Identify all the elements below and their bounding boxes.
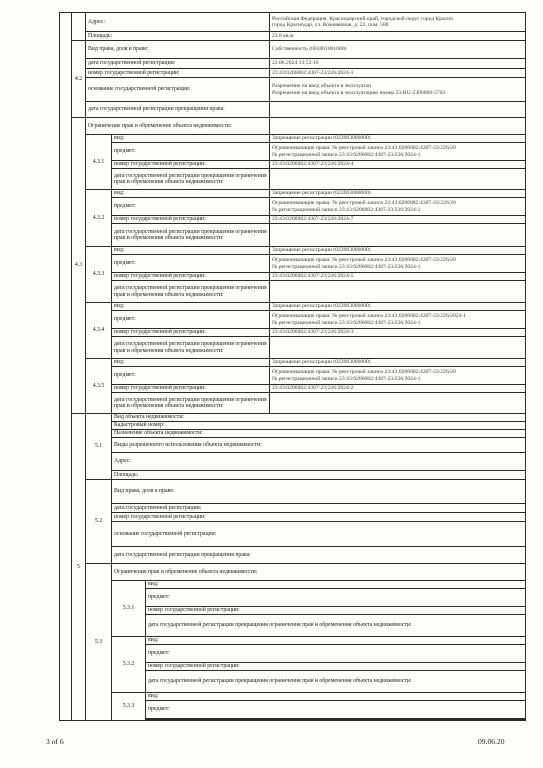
value-enc-subject-2-line1: Ограничивающие права: № реестровой записи 23:43:0206082:4307-23/226/20 xyxy=(272,200,456,207)
label-enc-end-date: дата государственной регистрации прекращения ограничения прав и обременения объекта недвижимости: xyxy=(112,337,270,359)
value-enc-subject-3 xyxy=(270,255,526,273)
label-encumbrances: Ограничение прав и обременение объекта недвижимости: xyxy=(112,564,526,581)
label-enc-end-date: дата государственной регистрации прекращения ограничения прав и обременения объекта недвижимости: xyxy=(146,615,526,637)
row-area-a xyxy=(60,32,526,41)
label-right-end-date: дата государственной регистрации прекращения права: xyxy=(86,102,270,118)
num-5-3-1: 5.3.1 xyxy=(112,581,146,637)
value-enc-kind-2: Запрещение регистрации (022003000000) xyxy=(270,190,526,198)
row-enc-kind-3 xyxy=(60,247,526,255)
label-cadastral-number: Кадастровый номер: xyxy=(112,422,526,430)
left-col xyxy=(60,13,72,721)
num-4-3-5: 4.3.5 xyxy=(86,359,112,414)
label-enc-reg-number: номер государственной регистрации: xyxy=(112,385,270,393)
num-5-3: 5.3 xyxy=(86,564,112,721)
value-enc-subject-1-line1: Ограничивающие права: № реестровой записи 23:43:0206082:4307-23/226/20 xyxy=(272,145,456,152)
label-reg-number: номер государственной регистрации: xyxy=(86,69,270,78)
row-enc-end-4 xyxy=(60,337,526,359)
row-enc-end-3 xyxy=(60,281,526,303)
num-4-3-2: 4.3.2 xyxy=(86,190,112,247)
label-subject: предмет: xyxy=(112,143,270,161)
row-object-type-b xyxy=(60,414,526,422)
value-address-a-line2: город Краснодар, ул. Кожевенная, д. 22, пом. 580 xyxy=(272,22,389,28)
label-enc-end-date: дата государственной регистрации прекращения ограничения прав и обременения объекта недвижимости: xyxy=(112,393,270,414)
value-enc-end-1 xyxy=(270,169,526,190)
row-enc-kind-b3 xyxy=(60,693,526,701)
label-reg-date: дата государственной регистрации: xyxy=(86,59,270,69)
label-enc-end-date: дата государственной регистрации прекращения ограничения прав и обременения объекта недвижимости: xyxy=(112,224,270,247)
row-encumbrances-b xyxy=(60,564,526,581)
num-4-3-1: 4.3.1 xyxy=(86,135,112,190)
row-right-end-b xyxy=(60,547,526,564)
value-area-a: 23.8 кв.м xyxy=(270,32,526,41)
label-purpose: Назначение объекта недвижимости: xyxy=(112,430,526,438)
num-5: 5 xyxy=(72,414,86,721)
label-area: Площадь: xyxy=(86,32,270,41)
value-enc-regnum-2: 23:43:0206082:4307-23/226/2024-7 xyxy=(270,216,526,224)
label-kind: вид: xyxy=(146,637,526,645)
row-enc-regnum-1 xyxy=(60,161,526,169)
label-right-type: Вид права, доля в праве: xyxy=(112,480,526,504)
left-col-4-1 xyxy=(72,13,86,41)
label-encumbrances: Ограничение прав и обременение объекта недвижимости: xyxy=(86,118,270,135)
value-enc-end-2 xyxy=(270,224,526,247)
row-enc-subject-5 xyxy=(60,367,526,385)
num-5-3-2: 5.3.2 xyxy=(112,637,146,693)
row-enc-kind-1 xyxy=(60,135,526,143)
label-enc-reg-number: номер государственной регистрации: xyxy=(146,607,526,615)
row-enc-kind-4 xyxy=(60,303,526,311)
row-enc-end-5 xyxy=(60,393,526,414)
label-kind: вид: xyxy=(146,693,526,701)
row-enc-kind-5 xyxy=(60,359,526,367)
value-enc-subject-1-line2: № регистрационной записи 23:43:0206082:4307-23/226/2024-1 xyxy=(272,151,421,158)
row-enc-kind-b1 xyxy=(60,581,526,589)
value-enc-subject-2-line2: № регистрационной записи 23:43:0206082:4307-23/226/2024-1 xyxy=(272,206,421,213)
value-enc-kind-4: Запрещение регистрации (022003000000) xyxy=(270,303,526,311)
row-reg-number-b xyxy=(60,513,526,522)
label-kind: вид: xyxy=(112,303,270,311)
value-enc-subject-5-line2: № регистрационной записи 23:43:0206082:4307-23/226/2024-1 xyxy=(272,375,421,382)
value-address-a-line1: Российская Федерация, Краснодарский край, городской округ город Красно xyxy=(272,15,453,22)
row-encumbrances-a xyxy=(60,118,526,135)
value-enc-subject-3-line2: № регистрационной записи 23:43:0206082:4307-23/226/2024-1 xyxy=(272,263,421,270)
row-enc-end-2 xyxy=(60,224,526,247)
value-enc-kind-1: Запрещение регистрации (022003000000) xyxy=(270,135,526,143)
value-enc-subject-4 xyxy=(270,311,526,329)
label-area: Площадь: xyxy=(112,471,526,480)
row-enc-regnum-3 xyxy=(60,273,526,281)
row-cadastral-b xyxy=(60,422,526,430)
row-reg-date-a xyxy=(60,59,526,69)
row-enc-subject-3 xyxy=(60,255,526,273)
row-enc-kind-b2 xyxy=(60,637,526,645)
value-reg-basis-a xyxy=(270,78,526,102)
row-right-type-a xyxy=(60,41,526,59)
value-reg-basis-a-line1: Разрешение на ввод объекта в эксплуатац xyxy=(272,83,371,90)
label-kind: вид: xyxy=(112,359,270,367)
print-date: 09.06.20 xyxy=(478,737,505,746)
value-reg-date-a: 22.06.2024 13:52:16 xyxy=(270,59,526,69)
value-address-a xyxy=(270,13,526,32)
label-subject: предмет: xyxy=(146,701,526,719)
label-subject: предмет: xyxy=(112,311,270,329)
value-enc-subject-5 xyxy=(270,367,526,385)
label-subject: предмет: xyxy=(112,255,270,273)
value-enc-end-4 xyxy=(270,337,526,359)
row-address-b xyxy=(60,453,526,471)
value-enc-end-5 xyxy=(270,393,526,414)
label-object-type: Вид объекта недвижимости: xyxy=(112,414,526,422)
row-area-b xyxy=(60,471,526,480)
label-enc-reg-number: номер государственной регистрации: xyxy=(112,161,270,169)
label-reg-basis: основание государственной регистрации: xyxy=(112,522,526,547)
label-enc-end-date: дата государственной регистрации прекращения ограничения прав и обременения объекта недвижимости: xyxy=(112,281,270,303)
row-enc-regnum-5 xyxy=(60,385,526,393)
num-4-3-3: 4.3.3 xyxy=(86,247,112,303)
row-enc-subject-1 xyxy=(60,143,526,161)
value-enc-kind-3: Запрещение регистрации (022003000000) xyxy=(270,247,526,255)
value-enc-subject-4-line1: Ограничивающие права: № реестровой записи 23:43:0206082:4307-23/226/2024-1 xyxy=(272,313,467,320)
label-kind: вид: xyxy=(112,247,270,255)
value-enc-kind-5: Запрещение регистрации (022003000000) xyxy=(270,359,526,367)
row-reg-basis-b xyxy=(60,522,526,547)
num-4-3-4: 4.3.4 xyxy=(86,303,112,359)
label-enc-end-date: дата государственной регистрации прекращения ограничения прав и обременения объекта недвижимости: xyxy=(146,671,526,693)
label-right-end-date: дата государственной регистрации прекращения права: xyxy=(112,547,526,564)
row-enc-end-1 xyxy=(60,169,526,190)
label-reg-date: дата государственной регистрации: xyxy=(112,504,526,513)
label-enc-reg-number: номер государственной регистрации: xyxy=(112,273,270,281)
value-enc-subject-5-line1: Ограничивающие права: № реестровой записи 23:43:0206082:4307-23/226/20 xyxy=(272,369,456,376)
label-kind: вид: xyxy=(112,190,270,198)
registry-extract xyxy=(59,12,525,721)
row-enc-regnum-4 xyxy=(60,329,526,337)
num-4-2: 4.2 xyxy=(72,41,86,118)
value-enc-subject-1 xyxy=(270,143,526,161)
label-address: Адрес: xyxy=(86,13,270,32)
label-right-type: Вид права, доля в праве: xyxy=(86,41,270,59)
label-enc-reg-number: номер государственной регистрации: xyxy=(112,329,270,337)
value-enc-regnum-4: 23:43:0206082:4307-23/226/2024-3 xyxy=(270,329,526,337)
label-enc-reg-number: номер государственной регистрации: xyxy=(112,216,270,224)
label-subject: предмет: xyxy=(146,645,526,663)
label-enc-reg-number: номер государственной регистрации: xyxy=(146,663,526,671)
num-5-1: 5.1 xyxy=(86,414,112,480)
label-address: Адрес: xyxy=(112,453,526,471)
value-right-type-a: Собственность (001001001000) xyxy=(270,41,526,59)
value-enc-subject-2 xyxy=(270,198,526,216)
page-number: 3 of 6 xyxy=(46,737,64,746)
row-right-type-b xyxy=(60,480,526,504)
value-enc-subject-4-line2: № регистрационной записи 23:43:0206082:4307-23/226/2024-1 xyxy=(272,319,421,326)
value-encumbrances-a xyxy=(270,118,526,135)
num-5-3-3: 5.3.3 xyxy=(112,693,146,721)
label-subject: предмет: xyxy=(146,589,526,607)
label-reg-basis: основание государственной регистрации: xyxy=(86,78,270,102)
num-5-2: 5.2 xyxy=(86,480,112,564)
num-4-3: 4.3 xyxy=(72,118,86,414)
value-enc-regnum-1: 23:43:0206082:4307-23/226/2024-4 xyxy=(270,161,526,169)
row-enc-regnum-2 xyxy=(60,216,526,224)
label-kind: вид: xyxy=(146,581,526,589)
value-enc-subject-3-line1: Ограничивающие права: № реестровой записи 23:43:0206082:4307-23/226/20 xyxy=(272,257,456,264)
row-purpose-b xyxy=(60,430,526,438)
value-reg-basis-a-line2: Разрешение на ввод объекта в эксплуатацию номер 23-RU-2306000-5703 xyxy=(272,89,446,96)
row-enc-subject-4 xyxy=(60,311,526,329)
label-permitted-use: Виды разрешенного использования объекта недвижимости: xyxy=(112,438,526,453)
label-kind: вид: xyxy=(112,135,270,143)
value-enc-regnum-3: 23:43:0206082:4307-23/226/2024-5 xyxy=(270,273,526,281)
label-enc-end-date-b3 xyxy=(146,720,526,721)
label-subject: предмет: xyxy=(112,198,270,216)
row-reg-basis-a xyxy=(60,78,526,102)
row-enc-kind-2 xyxy=(60,190,526,198)
row-address-a xyxy=(60,13,526,32)
registry-table xyxy=(59,12,526,721)
row-reg-date-b xyxy=(60,504,526,513)
label-enc-end-date: дата государственной регистрации прекращения ограничения прав и обременения объекта недвижимости: xyxy=(112,169,270,190)
value-enc-end-3 xyxy=(270,281,526,303)
row-enc-subject-2 xyxy=(60,198,526,216)
label-reg-number: номер государственной регистрации: xyxy=(112,513,526,522)
value-reg-number-a: 23:43:0206082:4307-23/226/2024-1 xyxy=(270,69,526,78)
row-right-end-a xyxy=(60,102,526,118)
label-subject: предмет: xyxy=(112,367,270,385)
row-reg-number-a xyxy=(60,69,526,78)
value-right-end-a xyxy=(270,102,526,118)
value-enc-regnum-5: 23:43:0206082:4307-23/226/2024-2 xyxy=(270,385,526,393)
row-permitted-use-b xyxy=(60,438,526,453)
